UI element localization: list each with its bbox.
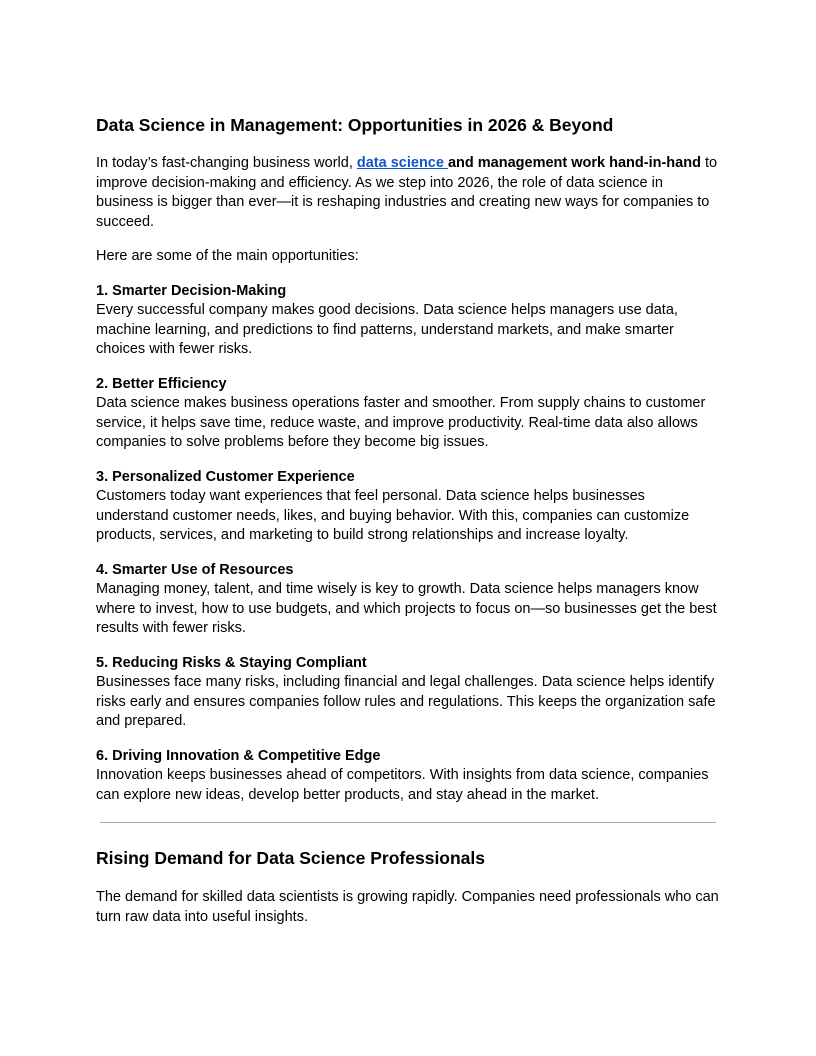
opportunity-section: [96, 282, 720, 360]
section-body: Managing money, talent, and time wisely is key to growth. Data science helps managers know where to invest, how to use budgets, and which projects to focus on—so businesses get the best results with fewer risks.: [96, 581, 717, 636]
opportunity-section: [96, 654, 720, 732]
horizontal-divider: [100, 822, 716, 823]
section-body: Innovation keeps businesses ahead of competitors. With insights from data science, companies can explore new ideas, develop better products, and stay ahead in the market.: [96, 767, 709, 803]
opportunity-section: [96, 561, 720, 639]
section-title: 3. Personalized Customer Experience: [96, 468, 355, 485]
section-body: Businesses face many risks, including financial and legal challenges. Data science helps identify risks early and ensures companies follow rules and regulations. This keeps the organization safe and prepared.: [96, 674, 716, 729]
section-title: 2. Better Efficiency: [96, 375, 227, 392]
intro-text-rest: to improve decision-making and efficiency. As we step into 2026, the role of data science in business is bigger than ever—it is reshaping industries and creating new ways for companies to succeed.: [96, 155, 718, 230]
section-body: Customers today want experiences that feel personal. Data science helps businesses understand customer needs, likes, and buying behavior. With this, companies can customize products, services, and marketing to build strong relationships and increase loyalty.: [96, 488, 690, 543]
section-body: Data science makes business operations faster and smoother. From supply chains to customer service, it helps save time, reduce waste, and improve productivity. Real-time data also allows companies to solve problems before they become big issues.: [96, 395, 706, 450]
section-title: 5. Reducing Risks & Staying Compliant: [96, 654, 367, 671]
page-title: Data Science in Management: Opportunities in 2026 & Beyond: [96, 115, 614, 135]
data-science-link[interactable]: data science: [356, 155, 448, 171]
opportunities-lead: Here are some of the main opportunities:: [96, 248, 359, 264]
opportunity-section: [96, 375, 720, 453]
intro-paragraph: [96, 154, 720, 232]
opportunity-section: [96, 468, 720, 546]
section-heading: Rising Demand for Data Science Professionals: [96, 848, 486, 868]
opportunity-section: [96, 747, 720, 806]
demand-paragraph: The demand for skilled data scientists is growing rapidly. Companies need professionals who can turn raw data into useful insights.: [96, 889, 719, 925]
section-title: 6. Driving Innovation & Competitive Edge: [96, 747, 381, 764]
intro-bold-text: and management work hand-in-hand: [447, 155, 701, 171]
section-body: Every successful company makes good decisions. Data science helps managers use data, machine learning, and predictions to find patterns, understand markets, and make smarter choices with fewer risks.: [96, 302, 678, 357]
section-title: 4. Smarter Use of Resources: [96, 561, 294, 578]
section-title: 1. Smarter Decision-Making: [96, 282, 287, 299]
intro-text-start: In today’s fast-changing business world,: [96, 155, 357, 171]
